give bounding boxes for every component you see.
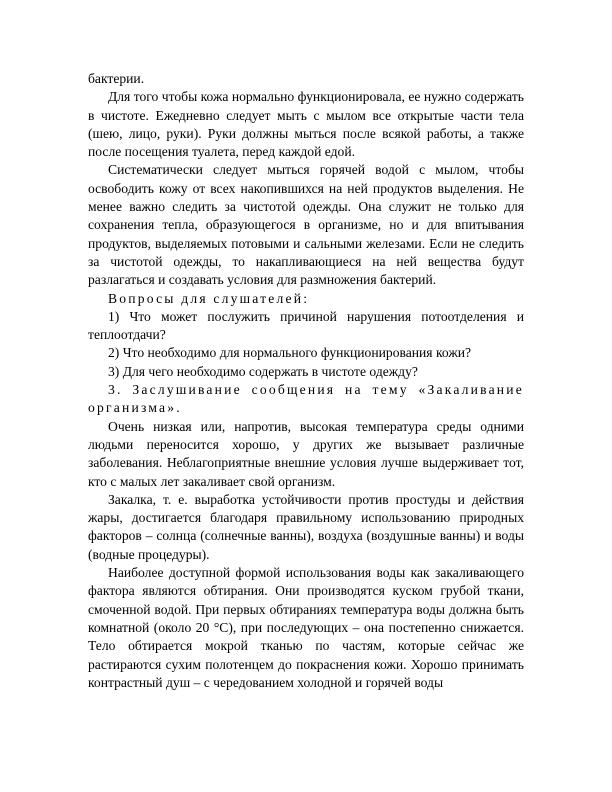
paragraph-water-rubbing: Наиболее доступной формой использования воды как закаливающего фактора являются обтирания. Они производятся куском грубой ткани, смоченной водой. При первых обтираниях температура воды должна быть комнатной (около 20 °С), при последующих – она постепенно снижается. Тело обтирается мокрой тканью по частям, которые сейчас же растираются сухим полотенцем до покраснения кожи. Хорошо принимать контрастный душ – с чередованием холодной и горячей воды bbox=[88, 565, 524, 690]
question-2: 2) Что необходимо для нормального функционирования кожи? bbox=[108, 345, 472, 361]
paragraph-temperature: Очень низкая или, напротив, высокая температура среды одними людьми переносится хорошо, у других же вызывает различные заболевания. Неблагоприятные внешние условия лучше выдерживает тот, кто с малых лет закаливает свой организм. bbox=[88, 418, 524, 489]
paragraph-skin-cleanliness: Для того чтобы кожа нормально функционировала, ее нужно содержать в чистоте. Ежедневно следует мыть с мылом все открытые части тела (шею, лицо, руки). Руки должны мыться после всякой работы, а также после посещения туалета, перед каждой едой. bbox=[88, 89, 524, 160]
paragraph-continuation: бактерии. bbox=[88, 71, 145, 86]
questions-heading: Вопросы для слушателей: bbox=[108, 290, 310, 306]
paragraph-clothing-cleanliness: Систематически следует мыться горячей водой с мылом, чтобы освободить кожу от всех накопившихся на ней продуктов выделения. Не менее важно следить за чистотой одежды. Она служит не только для сохранения тепла, образующегося в организме, но и для впитывания продуктов, выделяемых потовыми и сальными железами. Если не следить за чистотой одежды, то накапливающиеся на ней вещества будут разлагаться и создавать условия для размножения бактерий. bbox=[88, 162, 524, 288]
question-3: 3) Для чего необходимо содержать в чистоте одежду? bbox=[108, 363, 418, 379]
document-page bbox=[88, 70, 524, 692]
question-1: 1) Что может послужить причиной нарушения потоотделения и теплоотдачи? bbox=[88, 308, 524, 343]
paragraph-hardening-definition: Закалка, т. е. выработка устойчивости против простуды и действия жары, достигается благодаря правильному использованию природных факторов – солнца (солнечные ванны), воздуха (воздушные ванны) и воды (водные процедуры). bbox=[88, 491, 524, 562]
section-heading-hardening: 3. Заслушивание сообщения на тему «Закаливание организма». bbox=[88, 382, 524, 416]
